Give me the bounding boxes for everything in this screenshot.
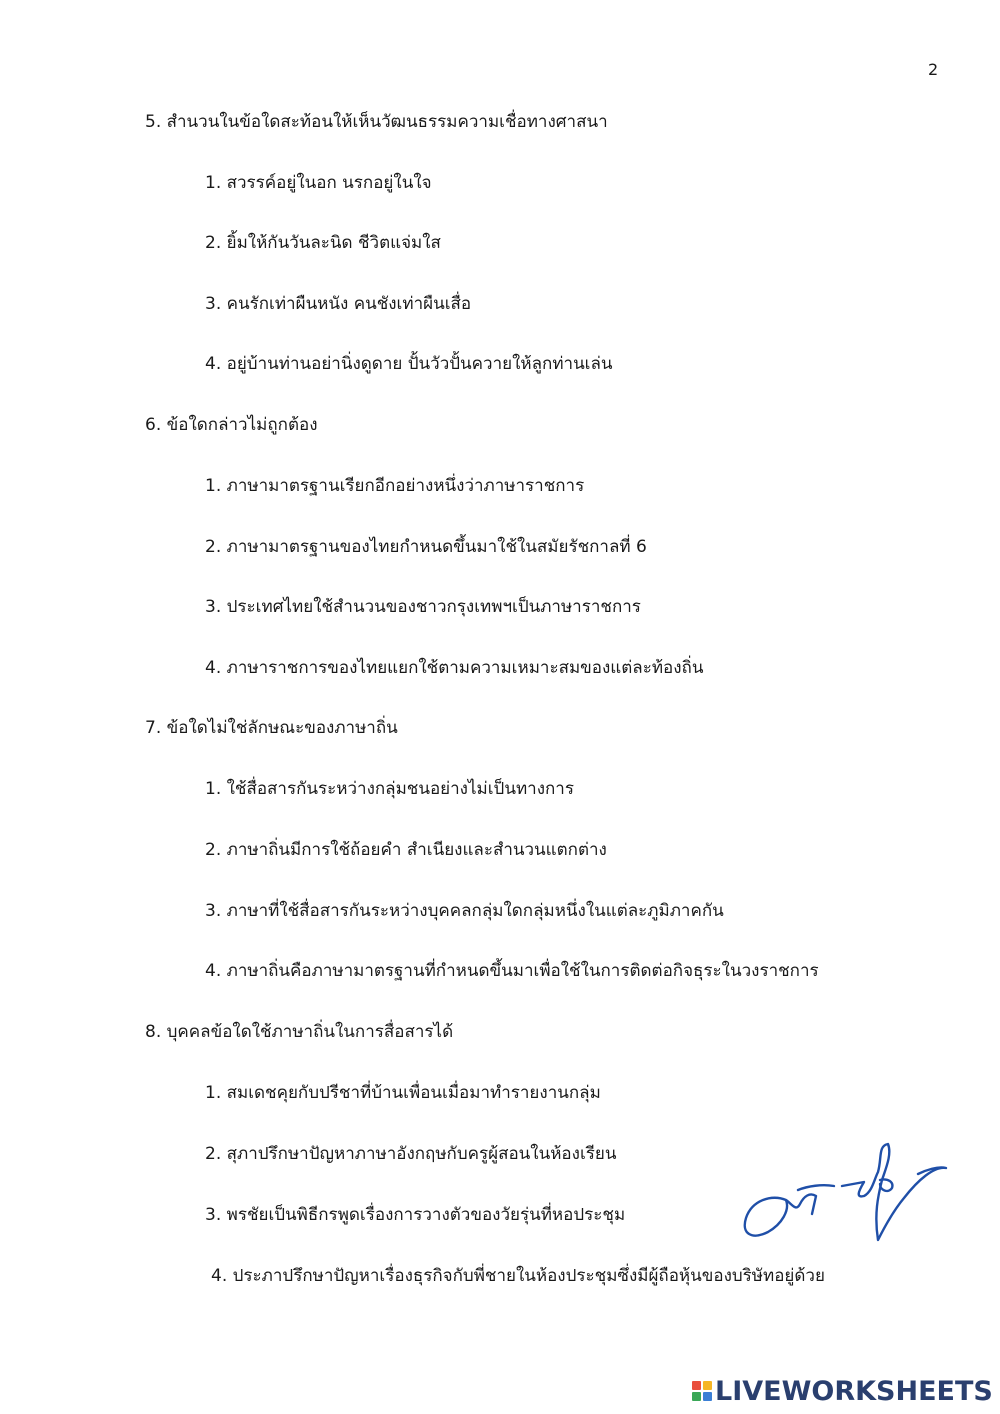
question-8-option-3: 3. พรชัยเป็นพิธีกรพูดเรื่องการวางตัวของวัยรุ่นที่หอประชุม xyxy=(205,1205,626,1225)
question-8-option-1: 1. สมเดชคุยกับปรีชาที่บ้านเพื่อนเมื่อมาทำรายงานกลุ่ม xyxy=(205,1083,601,1103)
question-6-option-2: 2. ภาษามาตรฐานของไทยกำหนดขึ้นมาใช้ในสมัยรัชกาลที่ 6 xyxy=(205,537,647,557)
question-5-option-1: 1. สวรรค์อยู่ในอก นรกอยู่ในใจ xyxy=(205,173,432,193)
brand-name: LIVEWORKSHEETS xyxy=(715,1375,993,1407)
question-5-option-4: 4. อยู่บ้านท่านอย่านิ่งดูดาย ปั้นวัวปั้นควายให้ลูกท่านเล่น xyxy=(205,354,613,374)
logo-square xyxy=(692,1392,701,1401)
question-6-option-4: 4. ภาษาราชการของไทยแยกใช้ตามความเหมาะสมของแต่ละท้องถิ่น xyxy=(205,658,704,678)
signature-stroke xyxy=(745,1194,816,1235)
question-5-option-2: 2. ยิ้มให้กันวันละนิด ชีวิตแจ่มใส xyxy=(205,233,441,253)
question-7: 7. ข้อใดไม่ใช่ลักษณะของภาษาถิ่น xyxy=(145,718,398,738)
question-6: 6. ข้อใดกล่าวไม่ถูกต้อง xyxy=(145,415,318,435)
signature xyxy=(738,1140,950,1250)
logo-square xyxy=(703,1392,712,1401)
signature-stroke xyxy=(842,1144,946,1240)
logo-square xyxy=(703,1381,712,1390)
question-7-option-3: 3. ภาษาที่ใช้สื่อสารกันระหว่างบุคคลกลุ่มใดกลุ่มหนึ่งในแต่ละภูมิภาคกัน xyxy=(205,901,724,921)
signature-stroke xyxy=(798,1185,834,1190)
question-7-option-4: 4. ภาษาถิ่นคือภาษามาตรฐานที่กำหนดขึ้นมาเพื่อใช้ในการติดต่อกิจธุระในวงราชการ xyxy=(205,961,819,981)
question-6-option-1: 1. ภาษามาตรฐานเรียกอีกอย่างหนึ่งว่าภาษาราชการ xyxy=(205,476,585,496)
question-8-option-2: 2. สุภาปรึกษาปัญหาภาษาอังกฤษกับครูผู้สอนในห้องเรียน xyxy=(205,1144,617,1164)
question-7-option-1: 1. ใช้สื่อสารกันระหว่างกลุ่มชนอย่างไม่เป็นทางการ xyxy=(205,779,574,799)
question-5-option-3: 3. คนรักเท่าผืนหนัง คนชังเท่าผืนเสื่อ xyxy=(205,294,472,314)
question-6-option-3: 3. ประเทศไทยใช้สำนวนของชาวกรุงเทพฯเป็นภาษาราชการ xyxy=(205,597,641,617)
logo-square xyxy=(692,1381,701,1390)
page-number: 2 xyxy=(928,60,939,79)
question-7-option-2: 2. ภาษาถิ่นมีการใช้ถ้อยคำ สำเนียงและสำนวนแตกต่าง xyxy=(205,840,607,860)
liveworksheets-logo xyxy=(692,1374,993,1408)
question-8: 8. บุคคลข้อใดใช้ภาษาถิ่นในการสื่อสารได้ xyxy=(145,1022,454,1042)
question-8-option-4: 4. ประภาปรึกษาปัญหาเรื่องธุรกิจกับพี่ชายในห้องประชุมซึ่งมีผู้ถือหุ้นของบริษัทอยู่ด้วย xyxy=(211,1266,825,1286)
question-5: 5. สำนวนในข้อใดสะท้อนให้เห็นวัฒนธรรมความเชื่อทางศาสนา xyxy=(145,112,608,132)
logo-mark-icon xyxy=(692,1381,712,1401)
